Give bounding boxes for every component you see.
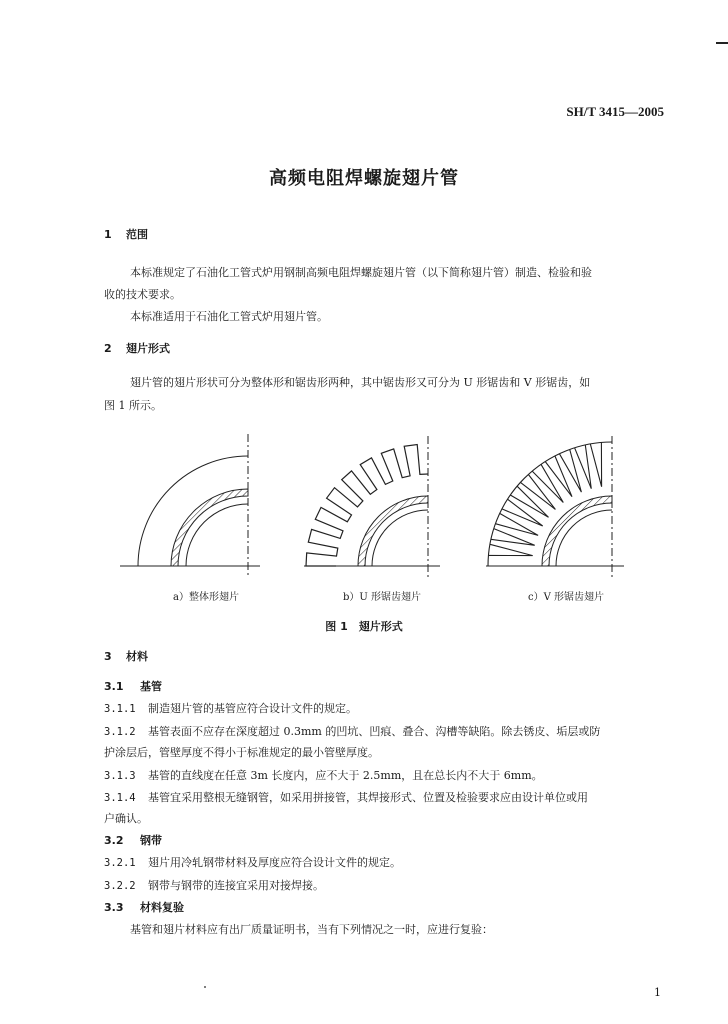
v-slot <box>545 456 572 497</box>
clause-3-2-2-text: 钢带与钢带的连接宜采用对接焊接。 <box>148 879 324 892</box>
caption-b: b）U 形锯齿翅片 <box>342 592 421 603</box>
figure-1 <box>0 420 728 590</box>
subsection-3-1-title: 基管 <box>140 680 162 693</box>
subsection-3-3-number: 3.3 <box>104 901 124 914</box>
clause-3-1-4 <box>104 789 588 805</box>
clause-3-1-4-number: 3.1.4 <box>104 792 136 804</box>
section-2-number: 2 <box>104 342 112 355</box>
clause-3-2-1-text: 翅片用冷轧钢带材料及厚度应符合设计文件的规定。 <box>148 856 401 869</box>
v-slot <box>532 464 563 502</box>
clause-3-1-3 <box>104 767 543 783</box>
clause-3-2-2 <box>104 877 324 893</box>
clause-3-1-2-line-1: 基管表面不应存在深度超过 0.3mm 的凹坑、凹痕、叠合、沟槽等缺陷。除去锈皮、垢层或防 <box>148 725 601 738</box>
v-slot <box>489 544 533 555</box>
section-2-para-line-1: 翅片管的翅片形状可分为整体形和锯齿形两种，其中锯齿形又可分为 U 形锯齿和 V 形锯齿，如 <box>130 376 591 389</box>
page-edge-mark <box>716 42 728 44</box>
subsection-3-2-number: 3.2 <box>104 834 124 847</box>
clause-3-1-2 <box>104 723 600 739</box>
subsection-3-1-number: 3.1 <box>104 680 124 693</box>
clause-3-1-2-line-2: 护涂层后，管壁厚度不得小于标准规定的最小管壁厚度。 <box>104 746 379 759</box>
section-3-heading <box>104 648 148 664</box>
caption-c: c）V 形锯齿翅片 <box>527 592 604 603</box>
section-1-para-2: 本标准适用于石油化工管式炉用翅片管。 <box>130 310 328 323</box>
page-title: 高频电阻焊螺旋翅片管 <box>269 168 459 189</box>
fin-v-serrated-drawing <box>486 436 624 578</box>
subsection-3-3-title: 材料复验 <box>140 901 184 914</box>
figure-title: 图 1 翅片形式 <box>325 620 403 633</box>
fin-integral-drawing <box>120 434 260 578</box>
subsection-3-2-heading <box>104 832 162 848</box>
clause-3-2-1 <box>104 854 401 870</box>
subsection-3-3-heading <box>104 899 184 915</box>
v-slot <box>502 499 543 526</box>
section-2-heading <box>104 340 170 356</box>
clause-3-1-1 <box>104 700 357 716</box>
clause-3-3-text: 基管和翅片材料应有出厂质量证明书，当有下列情况之一时，应进行复验： <box>130 923 493 936</box>
standard-code: SH/T 3415—2005 <box>566 104 664 119</box>
clause-3-1-4-line-1: 基管宜采用整根无缝钢管，如采用拼接管，其焊接形式、位置及检验要求应由设计单位或用 <box>148 791 588 804</box>
clause-3-1-1-number: 3.1.1 <box>104 703 136 715</box>
section-2-para-line-2: 图 1 所示。 <box>104 399 162 412</box>
figure-1-drawing <box>0 420 728 590</box>
section-2-title: 翅片形式 <box>126 342 170 355</box>
clause-3-1-2-number: 3.1.2 <box>104 726 136 738</box>
clause-3-1-1-text: 制造翅片管的基管应符合设计文件的规定。 <box>148 702 357 715</box>
v-slot <box>510 486 548 517</box>
subsection-3-2-title: 钢带 <box>140 834 162 847</box>
section-1-number: 1 <box>104 228 112 241</box>
section-1-para-1-line-1: 本标准规定了石油化工管式炉用钢制高频电阻焊螺旋翅片管（以下简称翅片管）制造、检验和验 <box>130 266 592 279</box>
section-1-title: 范围 <box>126 228 148 241</box>
clause-3-2-2-number: 3.2.2 <box>104 880 136 892</box>
page-number: 1 <box>654 986 661 999</box>
scan-speck <box>204 986 206 988</box>
clause-3-1-3-text: 基管的直线度在任意 3m 长度内，应不大于 2.5mm，且在总长内不大于 6mm。 <box>148 769 543 782</box>
v-slot <box>575 445 592 489</box>
fin-u-serrated-drawing <box>304 436 440 578</box>
clause-3-1-4-line-2: 户确认。 <box>104 812 148 825</box>
clause-3-1-3-number: 3.1.3 <box>104 770 136 782</box>
v-slot <box>590 443 601 487</box>
section-3-title: 材料 <box>126 650 148 663</box>
subsection-3-1-heading <box>104 678 162 694</box>
v-slot <box>491 529 535 546</box>
caption-a: a）整体形翅片 <box>173 592 239 603</box>
section-1-heading <box>104 226 148 242</box>
section-1-para-1-line-2: 收的技术要求。 <box>104 288 181 301</box>
section-3-number: 3 <box>104 650 112 663</box>
clause-3-2-1-number: 3.2.1 <box>104 857 136 869</box>
